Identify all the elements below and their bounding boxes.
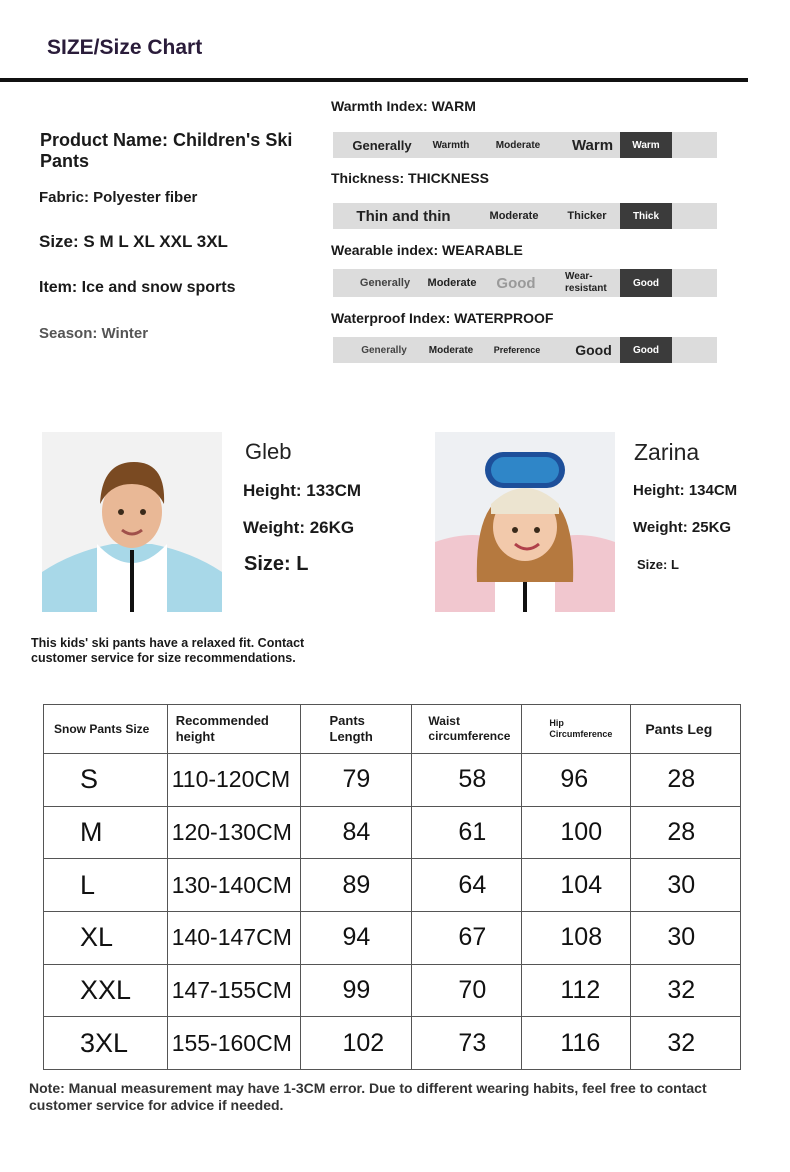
warmth-index-label: Warmth Index: WARM bbox=[331, 98, 476, 114]
thickness-level-moderate: Moderate bbox=[489, 210, 539, 222]
row-size: M bbox=[44, 806, 168, 859]
row-waist: 73 bbox=[412, 1017, 522, 1070]
row-size: 3XL bbox=[44, 1017, 168, 1070]
row-size: L bbox=[44, 859, 168, 912]
warmth-level-warm: Warm bbox=[571, 136, 614, 154]
model-size-gleb: Size: L bbox=[244, 553, 309, 575]
model-weight-gleb: Weight: 26KG bbox=[243, 518, 355, 537]
wearable-active-level: Good bbox=[620, 269, 672, 297]
row-pants-length: 99 bbox=[300, 964, 412, 1017]
row-height: 147-155CM bbox=[167, 964, 300, 1017]
product-sizes: Size: S M L XL XXL 3XL bbox=[39, 232, 228, 251]
table-row bbox=[44, 859, 741, 912]
warmth-index-bar bbox=[333, 132, 717, 158]
waterproof-level-moderate: Moderate bbox=[428, 344, 474, 356]
row-hip: 96 bbox=[522, 754, 631, 807]
row-waist: 70 bbox=[412, 964, 522, 1017]
row-pants-leg: 30 bbox=[631, 859, 741, 912]
page-title: SIZE/Size Chart bbox=[47, 36, 203, 59]
wearable-level-moderate: Moderate bbox=[427, 277, 477, 289]
warmth-level-generally: Generally bbox=[352, 137, 412, 153]
thickness-active-level: Thick bbox=[620, 203, 672, 229]
product-name: Product Name: Children's Ski Pants bbox=[40, 130, 293, 171]
measurement-note: Note: Manual measurement may have 1-3CM error. Due to different wearing habits, feel free to contact customer service for advice if needed. bbox=[29, 1080, 707, 1113]
model-weight-zarina: Weight: 25KG bbox=[633, 519, 732, 536]
table-row bbox=[44, 754, 741, 807]
title-divider bbox=[0, 78, 748, 82]
row-height: 155-160CM bbox=[167, 1017, 300, 1070]
row-waist: 58 bbox=[412, 754, 522, 807]
row-pants-leg: 30 bbox=[631, 911, 741, 964]
row-pants-leg: 32 bbox=[631, 1017, 741, 1070]
wearable-level-wear-resistant: Wear-resistant bbox=[565, 271, 607, 294]
model-photo-zarina bbox=[435, 432, 615, 612]
table-row bbox=[44, 964, 741, 1017]
row-pants-leg: 28 bbox=[631, 806, 741, 859]
product-item: Item: Ice and snow sports bbox=[39, 279, 236, 296]
thickness-bar bbox=[333, 203, 717, 229]
wearable-index-label: Wearable index: WEARABLE bbox=[331, 242, 523, 258]
model-name-zarina: Zarina bbox=[634, 439, 700, 465]
waterproof-index-label: Waterproof Index: WATERPROOF bbox=[331, 310, 554, 326]
waterproof-level-preference: Preference bbox=[493, 345, 541, 355]
thickness-level-thin: Thin and thin bbox=[356, 207, 451, 225]
row-height: 140-147CM bbox=[167, 911, 300, 964]
row-hip: 116 bbox=[522, 1017, 631, 1070]
row-hip: 104 bbox=[522, 859, 631, 912]
warmth-level-warmth: Warmth bbox=[432, 139, 470, 151]
row-size: XXL bbox=[44, 964, 168, 1017]
waterproof-active-level: Good bbox=[620, 337, 672, 363]
model-height-gleb: Height: 133CM bbox=[243, 481, 362, 500]
table-row bbox=[44, 1017, 741, 1070]
row-height: 110-120CM bbox=[167, 754, 300, 807]
fit-note: This kids' ski pants have a relaxed fit. Contact customer service for size recommendations. bbox=[31, 636, 305, 665]
row-waist: 67 bbox=[412, 911, 522, 964]
row-size: S bbox=[44, 754, 168, 807]
row-hip: 108 bbox=[522, 911, 631, 964]
row-pants-length: 102 bbox=[300, 1017, 412, 1070]
header-hip-circumference: Hip Circumference bbox=[522, 705, 631, 754]
wearable-level-good: Good bbox=[496, 274, 536, 292]
product-fabric: Fabric: Polyester fiber bbox=[39, 189, 198, 206]
row-hip: 112 bbox=[522, 964, 631, 1017]
row-size: XL bbox=[44, 911, 168, 964]
product-season: Season: Winter bbox=[39, 325, 149, 342]
row-pants-leg: 28 bbox=[631, 754, 741, 807]
row-pants-length: 84 bbox=[300, 806, 412, 859]
waterproof-level-good: Good bbox=[575, 342, 612, 358]
size-table bbox=[43, 704, 741, 1070]
row-hip: 100 bbox=[522, 806, 631, 859]
table-row bbox=[44, 911, 741, 964]
table-header-row bbox=[44, 705, 741, 754]
row-waist: 61 bbox=[412, 806, 522, 859]
row-pants-length: 79 bbox=[300, 754, 412, 807]
wearable-level-generally: Generally bbox=[359, 277, 411, 289]
header-recommended-height: Recommended height bbox=[167, 705, 300, 754]
waterproof-level-generally: Generally bbox=[361, 344, 407, 356]
table-row bbox=[44, 806, 741, 859]
row-pants-length: 94 bbox=[300, 911, 412, 964]
thickness-label: Thickness: THICKNESS bbox=[331, 170, 489, 186]
model-name-gleb: Gleb bbox=[245, 439, 292, 464]
model-size-zarina: Size: L bbox=[637, 557, 679, 572]
waterproof-index-bar bbox=[333, 337, 717, 363]
row-pants-length: 89 bbox=[300, 859, 412, 912]
row-height: 130-140CM bbox=[167, 859, 300, 912]
row-pants-leg: 32 bbox=[631, 964, 741, 1017]
wearable-index-bar bbox=[333, 269, 717, 297]
warmth-level-moderate: Moderate bbox=[495, 139, 541, 151]
model-photo-gleb bbox=[42, 432, 222, 612]
header-snow-pants-size: Snow Pants Size bbox=[44, 705, 168, 754]
warmth-active-level: Warm bbox=[620, 132, 672, 158]
model-height-zarina: Height: 134CM bbox=[633, 482, 738, 499]
row-waist: 64 bbox=[412, 859, 522, 912]
header-waist-circumference: Waist circumference bbox=[412, 705, 522, 754]
header-pants-leg: Pants Leg bbox=[631, 705, 741, 754]
thickness-level-thicker: Thicker bbox=[567, 210, 607, 222]
header-pants-length: Pants Length bbox=[300, 705, 412, 754]
row-height: 120-130CM bbox=[167, 806, 300, 859]
